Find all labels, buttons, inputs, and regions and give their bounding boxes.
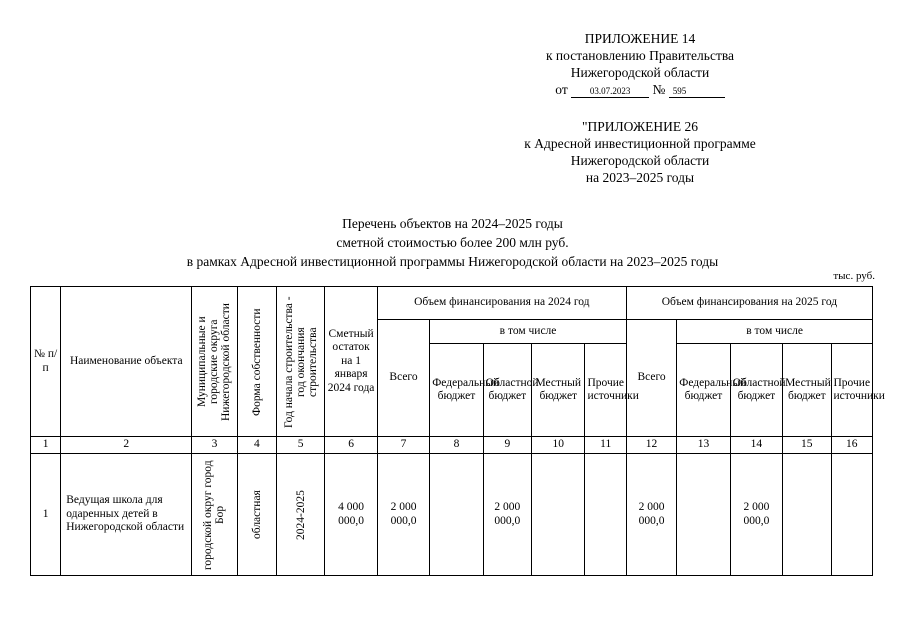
row-municipal: городской округ город Бор [192, 454, 237, 576]
unit-label: тыс. руб. [833, 270, 875, 282]
header-fin-2024: Объем финансирования на 2024 год [377, 287, 626, 320]
header-total-2025: Всего [626, 320, 676, 437]
row-remainder: 4 000 000,0 [325, 454, 377, 576]
column-number: 11 [585, 437, 626, 454]
row-regional-2025: 2 000 000,0 [730, 454, 782, 576]
header-regional-2024: Областной бюджет [483, 344, 531, 437]
column-number: 16 [831, 437, 873, 454]
header-including-2025: в том числе [677, 320, 873, 344]
column-number-row [31, 437, 873, 454]
header-municipal: Муниципальные и городские округа Нижегородской области [192, 287, 237, 437]
program-title: "ПРИЛОЖЕНИЕ 26 [581, 119, 699, 134]
appendix-line: к постановлению Правительства [545, 48, 735, 63]
header-fin-2025: Объем финансирования на 2025 год [626, 287, 872, 320]
column-number: 15 [783, 437, 831, 454]
program-line: на 2023–2025 годы [585, 170, 695, 185]
objects-table [30, 286, 885, 576]
column-number: 9 [483, 437, 531, 454]
column-number: 5 [276, 437, 324, 454]
row-regional-2024: 2 000 000,0 [483, 454, 531, 576]
appendix-header [470, 30, 810, 98]
column-number: 13 [677, 437, 730, 454]
row-other-2025 [831, 454, 873, 576]
header-including-2024: в том числе [430, 320, 627, 344]
row-years: 2024-2025 [276, 454, 324, 576]
row-federal-2025 [677, 454, 730, 576]
column-number: 12 [626, 437, 676, 454]
column-number: 1 [31, 437, 61, 454]
row-ownership: областная [237, 454, 276, 576]
program-line: к Адресной инвестиционной программе [524, 136, 756, 151]
header-other-2024: Прочие источники [585, 344, 626, 437]
appendix-title: ПРИЛОЖЕНИЕ 14 [584, 31, 696, 46]
header-local-2024: Местный бюджет [532, 344, 585, 437]
row-other-2024 [585, 454, 626, 576]
row-local-2024 [532, 454, 585, 576]
decree-reference [470, 81, 810, 98]
column-number: 2 [61, 437, 192, 454]
header-regional-2025: Областной бюджет [730, 344, 782, 437]
header-name: Наименование объекта [61, 287, 192, 437]
column-number: 10 [532, 437, 585, 454]
table-row [31, 454, 873, 576]
row-total-2025: 2 000 000,0 [626, 454, 676, 576]
header-total-2024: Всего [377, 320, 429, 437]
column-number: 7 [377, 437, 429, 454]
header-federal-2025: Федеральный бюджет [677, 344, 730, 437]
title-line: Перечень объектов на 2024–2025 годы [342, 216, 563, 231]
program-header [470, 118, 810, 186]
row-name: Ведущая школа для одаренных детей в Нижегородской области [61, 454, 192, 576]
row-local-2025 [783, 454, 831, 576]
row-total-2024: 2 000 000,0 [377, 454, 429, 576]
header-other-2025: Прочие источники [831, 344, 873, 437]
number-label: № [652, 82, 666, 97]
header-num: № п/п [31, 287, 61, 437]
row-federal-2024 [430, 454, 483, 576]
column-number: 4 [237, 437, 276, 454]
column-number: 3 [192, 437, 237, 454]
row-num: 1 [31, 454, 61, 576]
program-line: Нижегородской области [570, 153, 710, 168]
column-number: 14 [730, 437, 782, 454]
column-number: 6 [325, 437, 377, 454]
column-number: 8 [430, 437, 483, 454]
decree-date: 03.07.2023 [571, 86, 649, 98]
header-ownership: Форма собственности [237, 287, 276, 437]
document-title [0, 214, 905, 271]
header-remainder: Сметный остаток на 1 января 2024 года [325, 287, 377, 437]
from-label: от [555, 82, 568, 97]
header-years: Год начала строительства - год окончания строительства [276, 287, 324, 437]
title-line: сметной стоимостью более 200 млн руб. [336, 235, 569, 250]
title-line: в рамках Адресной инвестиционной программы Нижегородской области на 2023–2025 годы [186, 254, 719, 269]
decree-number: 595 [669, 86, 725, 98]
appendix-line: Нижегородской области [570, 65, 710, 80]
header-federal-2024: Федеральный бюджет [430, 344, 483, 437]
header-local-2025: Местный бюджет [783, 344, 831, 437]
